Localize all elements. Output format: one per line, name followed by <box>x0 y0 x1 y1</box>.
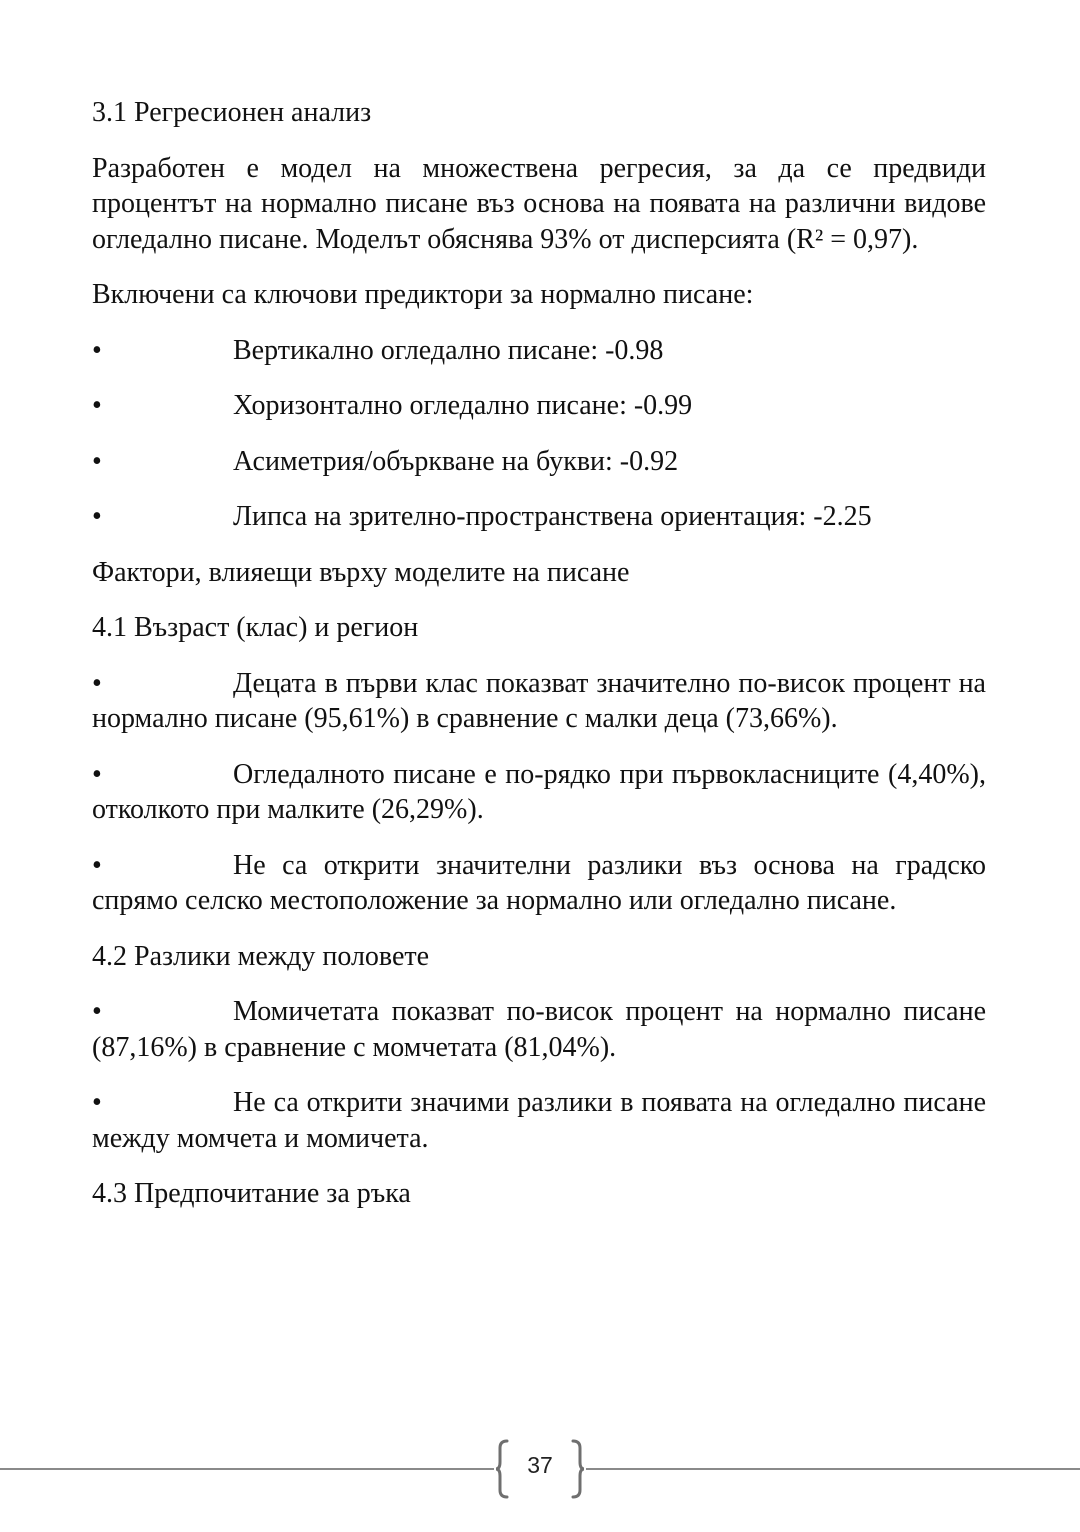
bullet-marker: • <box>92 849 102 881</box>
list-item <box>92 757 986 828</box>
finding-text: Децата в първи клас показват значително по-висок процент на нормално писане (95,61%) в сравнение с малки деца (73,66%). <box>92 667 986 734</box>
finding-text: Момичетата показват по-висок процент на нормално писане (87,16%) в сравнение с момчетата (81,04%). <box>92 996 986 1063</box>
list-item <box>92 499 986 535</box>
finding-text: Огледалното писане е по-рядко при първокласниците (4,40%), отколкото при малките (26,29%). <box>92 758 986 825</box>
predictors-intro: Включени са ключови предиктори за нормално писане: <box>92 279 754 310</box>
footer-rule-left <box>0 1468 494 1470</box>
section-4-2-heading: 4.2 Разлики между половете <box>92 940 430 972</box>
list-item <box>92 666 986 737</box>
factors-title: Фактори, влияещи върху моделите на писане <box>92 556 630 588</box>
bullet-marker: • <box>92 334 102 366</box>
section-3-1-heading: 3.1 Регресионен анализ <box>92 97 372 128</box>
list-item <box>92 1085 986 1156</box>
footer-rule-right <box>586 1468 1080 1470</box>
list-item <box>92 388 986 424</box>
bullet-marker: • <box>92 667 102 699</box>
page-footer <box>0 1438 1080 1500</box>
list-item <box>92 994 986 1065</box>
predictor-text: Липса на зрително-пространствена ориентация: -2.25 <box>233 501 872 532</box>
bullet-marker: • <box>92 445 102 477</box>
bullet-marker: • <box>92 390 102 421</box>
predictor-text: Вертикално огледално писане: -0.98 <box>233 334 664 366</box>
list-item <box>92 848 986 919</box>
left-brace-icon <box>494 1438 510 1500</box>
bullet-marker: • <box>92 1087 102 1118</box>
regression-paragraph: Разработен е модел на множествена регресия, за да се предвиди процентът на нормално писане въз основа на появата на различни видове огледално писане. Моделът обяснява 93% от дисперсията (R² = 0,97). <box>92 152 986 255</box>
section-4-1-heading: 4.1 Възраст (клас) и регион <box>92 612 419 643</box>
section-4-3-heading: 4.3 Предпочитание за ръка <box>92 1178 411 1209</box>
bullet-marker: • <box>92 758 102 790</box>
list-item <box>92 333 986 369</box>
page-content <box>92 95 986 1212</box>
page-number: 37 <box>527 1452 553 1478</box>
right-brace-icon <box>570 1438 586 1500</box>
predictor-text: Хоризонтално огледално писане: -0.99 <box>233 390 693 421</box>
bullet-marker: • <box>92 501 102 532</box>
list-item <box>92 444 986 480</box>
finding-text: Не са открити значими разлики в появата на огледално писане между момчета и момичета. <box>92 1087 986 1154</box>
bullet-marker: • <box>92 996 102 1027</box>
predictor-text: Асиметрия/объркване на букви: -0.92 <box>233 445 679 477</box>
finding-text: Не са открити значителни разлики въз основа на градско спрямо селско местоположение за нормално или огледално писане. <box>92 849 986 916</box>
